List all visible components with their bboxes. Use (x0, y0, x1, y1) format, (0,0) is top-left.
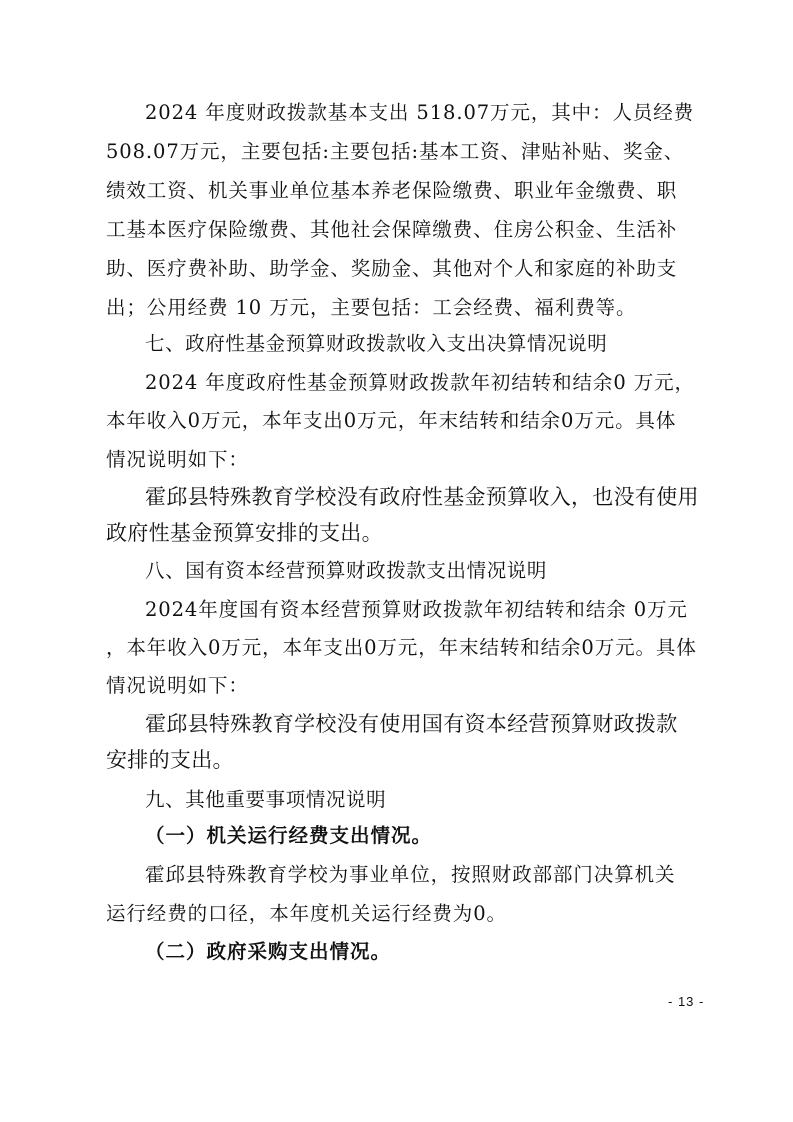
paragraph-line: 出；公用经费 10 万元，主要包括：工会经费、福利费等。 (106, 296, 637, 319)
paragraph-line: ，本年收入0万元，本年支出0万元，年末结转和结余0万元。具体 (106, 636, 697, 659)
paragraph-line: 2024年度国有资本经营预算财政拨款年初结转和结余 0万元 (145, 598, 688, 621)
paragraph-line: 本年收入0万元，本年支出0万元，年末结转和结余0万元。具体 (106, 409, 677, 432)
subsection-heading-2: （二）政府采购支出情况。 (145, 940, 392, 963)
statement-line: 霍邱县特殊教育学校没有政府性基金预算收入，也没有使用 (145, 485, 699, 509)
section-heading-7: 七、政府性基金预算财政拨款收入支出决算情况说明 (145, 332, 608, 355)
paragraph-line: 2024 年度政府性基金预算财政拨款年初结转和结余0 万元， (145, 371, 695, 394)
section-heading-9: 九、其他重要事项情况说明 (145, 788, 387, 811)
paragraph-line: 助、医疗费补助、助学金、奖励金、其他对个人和家庭的补助支 (106, 257, 678, 280)
subsection-heading-1: （一）机关运行经费支出情况。 (145, 824, 433, 847)
paragraph-line: 情况说明如下： (106, 674, 249, 697)
statement-line: 政府性基金预算安排的支出。 (106, 521, 383, 545)
paragraph-line: 工基本医疗保险缴费、其他社会保障缴费、住房公积金、生活补 (106, 218, 678, 241)
statement-line: 安排的支出。 (106, 748, 234, 772)
paragraph-line: 508.07万元，主要包括:主要包括:基本工资、津贴补贴、奖金、 (106, 140, 685, 163)
paragraph-line: 运行经费的口径，本年度机关运行经费为0。 (106, 902, 507, 925)
statement-line: 霍邱县特殊教育学校没有使用国有资本经营预算财政拨款 (145, 712, 678, 736)
paragraph-line: 2024 年度财政拨款基本支出 518.07万元，其中：人员经费 (145, 101, 695, 124)
paragraph-line: 霍邱县特殊教育学校为事业单位，按照财政部部门决算机关 (145, 863, 676, 886)
paragraph-line: 绩效工资、机关事业单位基本养老保险缴费、职业年金缴费、职 (106, 179, 678, 202)
page-number: - 13 - (668, 994, 705, 1009)
section-heading-8: 八、国有资本经营预算财政拨款支出情况说明 (145, 559, 548, 582)
paragraph-line: 情况说明如下： (106, 448, 249, 471)
